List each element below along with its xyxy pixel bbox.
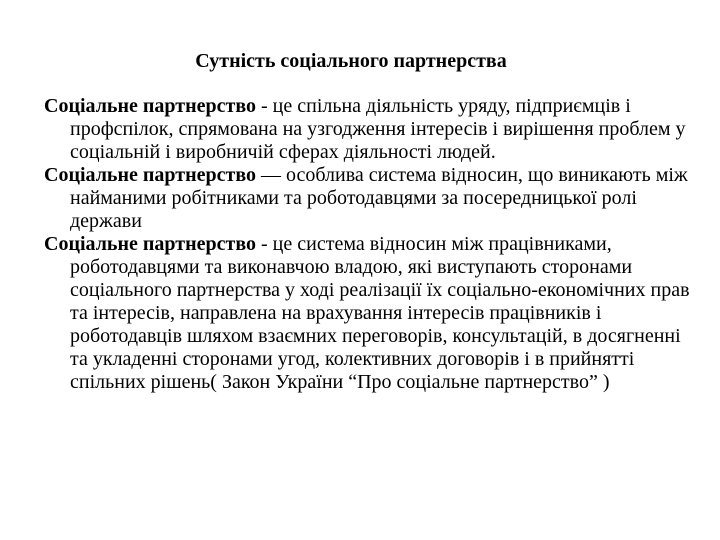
- definition-paragraph-2: [44, 164, 700, 233]
- definition-text: — особлива система відносин, що виникають між найманими робітниками та роботодавцями за посередницької ролі держави: [70, 164, 688, 232]
- definition-term: Соціальне партнерство: [44, 164, 256, 186]
- slide-content: [44, 95, 700, 394]
- definition-paragraph-3: [44, 233, 700, 394]
- definition-term: Соціальне партнерство: [44, 233, 256, 255]
- definition-paragraph-1: [44, 95, 700, 164]
- definition-term: Соціальне партнерство: [44, 95, 256, 117]
- slide-title: Сутність соціального партнерства: [195, 50, 507, 72]
- definition-text: - це система відносин між працівниками, роботодавцями та виконавчою владою, які виступають сторонами соціального партнерства у ході реалізації їх соціально-економічних прав та інтересів, направлена на врахування інтересів працівників і роботодавців шляхом взаємних переговорів, консультацій, в досягненні та укладенні сторонами угод, колективних договорів і в прийнятті спільних рішень( Закон України “Про соціальне партнерство” ): [70, 233, 690, 393]
- definition-text: - це спільна діяльність уряду, підприємців і профспілок, спрямована на узгодження інтересів і вирішення проблем у соціальній і виробничій сферах діяльності людей.: [70, 95, 686, 163]
